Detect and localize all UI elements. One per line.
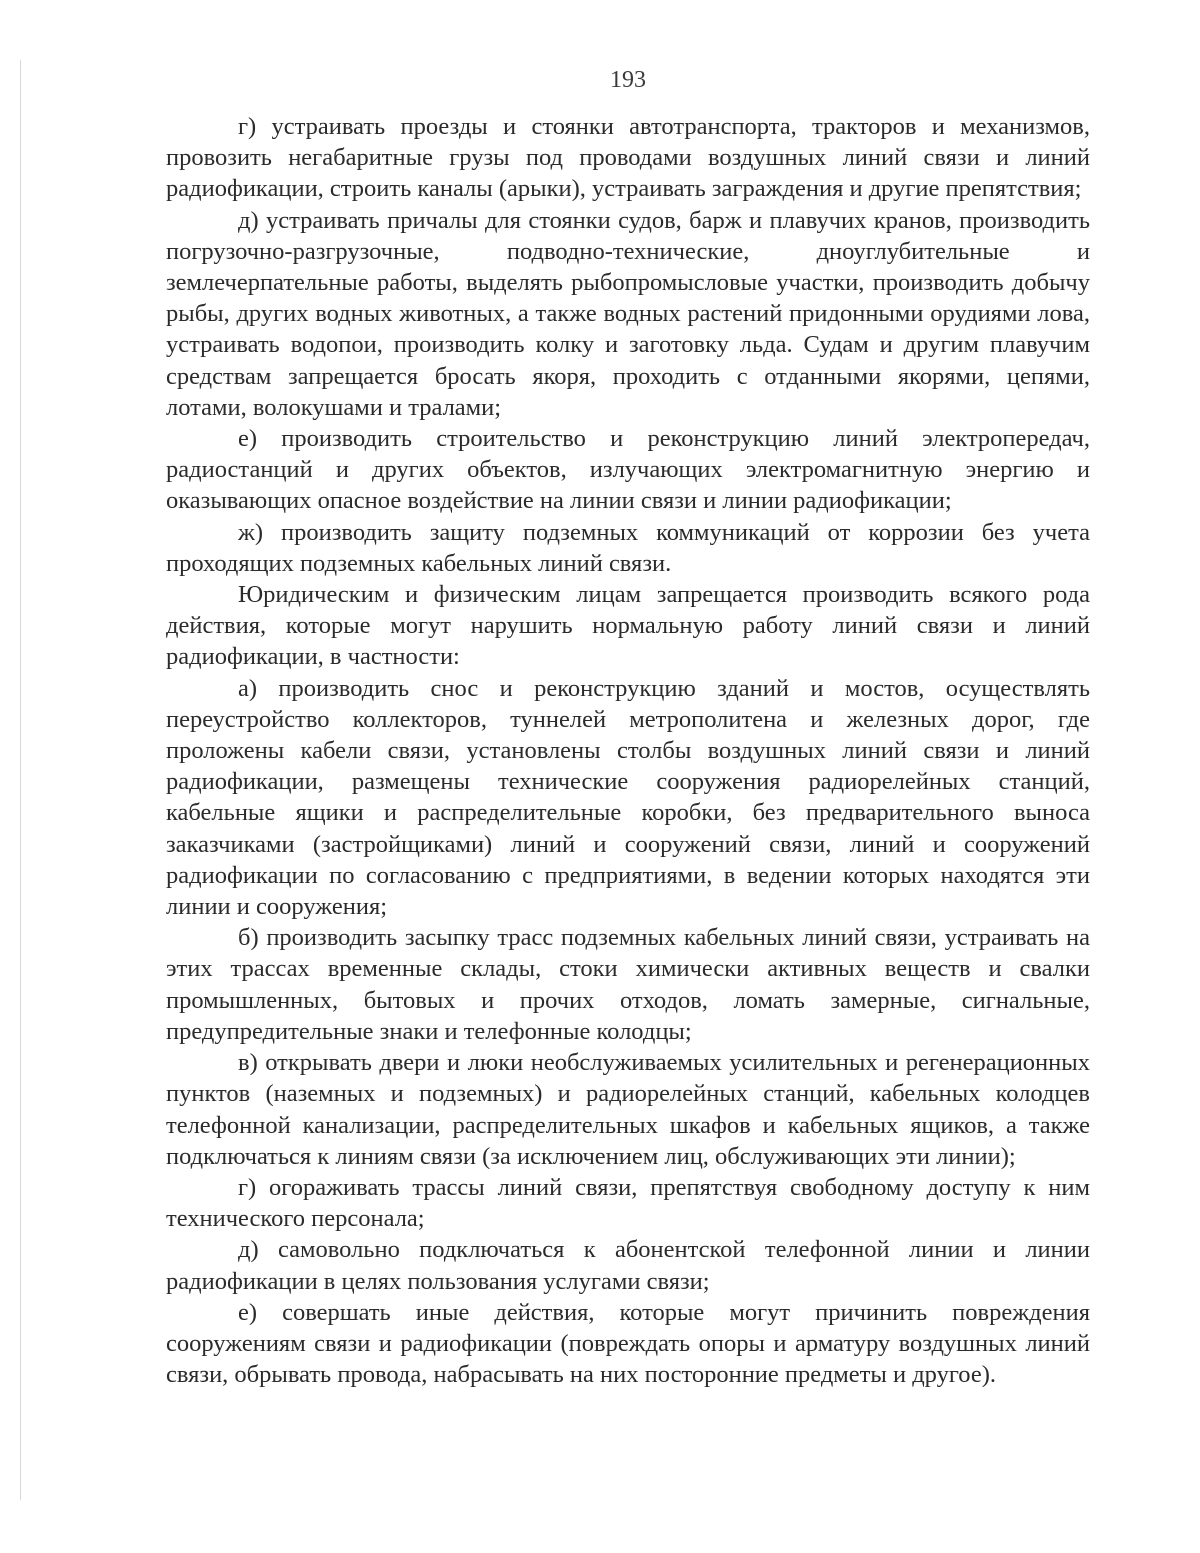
paragraph-item-d-1: д) устраивать причалы для стоянки судов, барж и плавучих кранов, производить погрузочно-разгрузочные, подводно-технические, дноуглубительные и землечерпательные работы, выделять рыбопромысловые участки, производить добычу рыбы, других водных животных, а также водных растений придонными орудиями лова, устраивать водопои, производить колку и заготовку льда. Судам и другим плавучим средствам запрещается бросать якоря, проходить с отданными якорями, цепями, лотами, волокушами и тралами; [166,206,1090,421]
paragraph-item-a: а) производить снос и реконструкцию зданий и мостов, осуществлять переустройство коллекторов, туннелей метрополитена и железных дорог, где проложены кабели связи, установлены столбы воздушных линий связи и линий радиофикации, размещены технические сооружения радиорелейных станций, кабельные ящики и распределительные коробки, без предварительного выноса заказчиками (застройщиками) линий и сооружений связи, линий и сооружений радиофикации по согласованию с предприятиями, в ведении которых находятся эти линии и сооружения; [166,674,1090,921]
scan-margin-line [20,60,21,1500]
paragraph-item-e-1: е) производить строительство и реконструкцию линий электропередач, радиостанций и других объектов, излучающих электромагнитную энергию и оказывающих опасное воздействие на линии связи и линии радиофикации; [166,425,1090,515]
paragraph-item-e-2: е) совершать иные действия, которые могут причинить повреждения сооружениям связи и радиофикации (повреждать опоры и арматуру воздушных линий связи, обрывать провода, набрасывать на них посторонние предметы и другое). [166,1298,1090,1389]
page-number: 193 [610,67,646,93]
paragraph-item-b: б) производить засыпку трасс подземных кабельных линий связи, устраивать на этих трассах временные склады, стоки химически активных веществ и свалки промышленных, бытовых и прочих отходов, ломать замерные, сигнальные, предупредительные знаки и телефонные колодцы; [166,924,1090,1045]
document-body [166,111,1090,1390]
paragraph-item-g-2: г) огораживать трассы линий связи, препятствуя свободному доступу к ним технического персонала; [166,1173,1090,1233]
paragraph-item-d-2: д) самовольно подключаться к абонентской телефонной линии и линии радиофикации в целях пользования услугами связи; [166,1236,1090,1295]
paragraph-intro-prohibitions: Юридическим и физическим лицам запрещается производить всякого рода действия, которые могут нарушить нормальную работу линий связи и линий радиофикации, в частности: [166,581,1090,671]
paragraph-item-zh: ж) производить защиту подземных коммуникаций от коррозии без учета проходящих подземных кабельных линий связи. [166,518,1090,577]
paragraph-item-g-1: г) устраивать проезды и стоянки автотранспорта, тракторов и механизмов, провозить негабаритные грузы под проводами воздушных линий связи и линий радиофикации, строить каналы (арыки), устраивать заграждения и другие препятствия; [166,113,1090,203]
paragraph-item-v: в) открывать двери и люки необслуживаемых усилительных и регенерационных пунктов (наземных и подземных) и радиорелейных станций, кабельных колодцев телефонной канализации, распределительных шкафов и кабельных ящиков, а также подключаться к линиям связи (за исключением лиц, обслуживающих эти линии); [166,1049,1090,1170]
